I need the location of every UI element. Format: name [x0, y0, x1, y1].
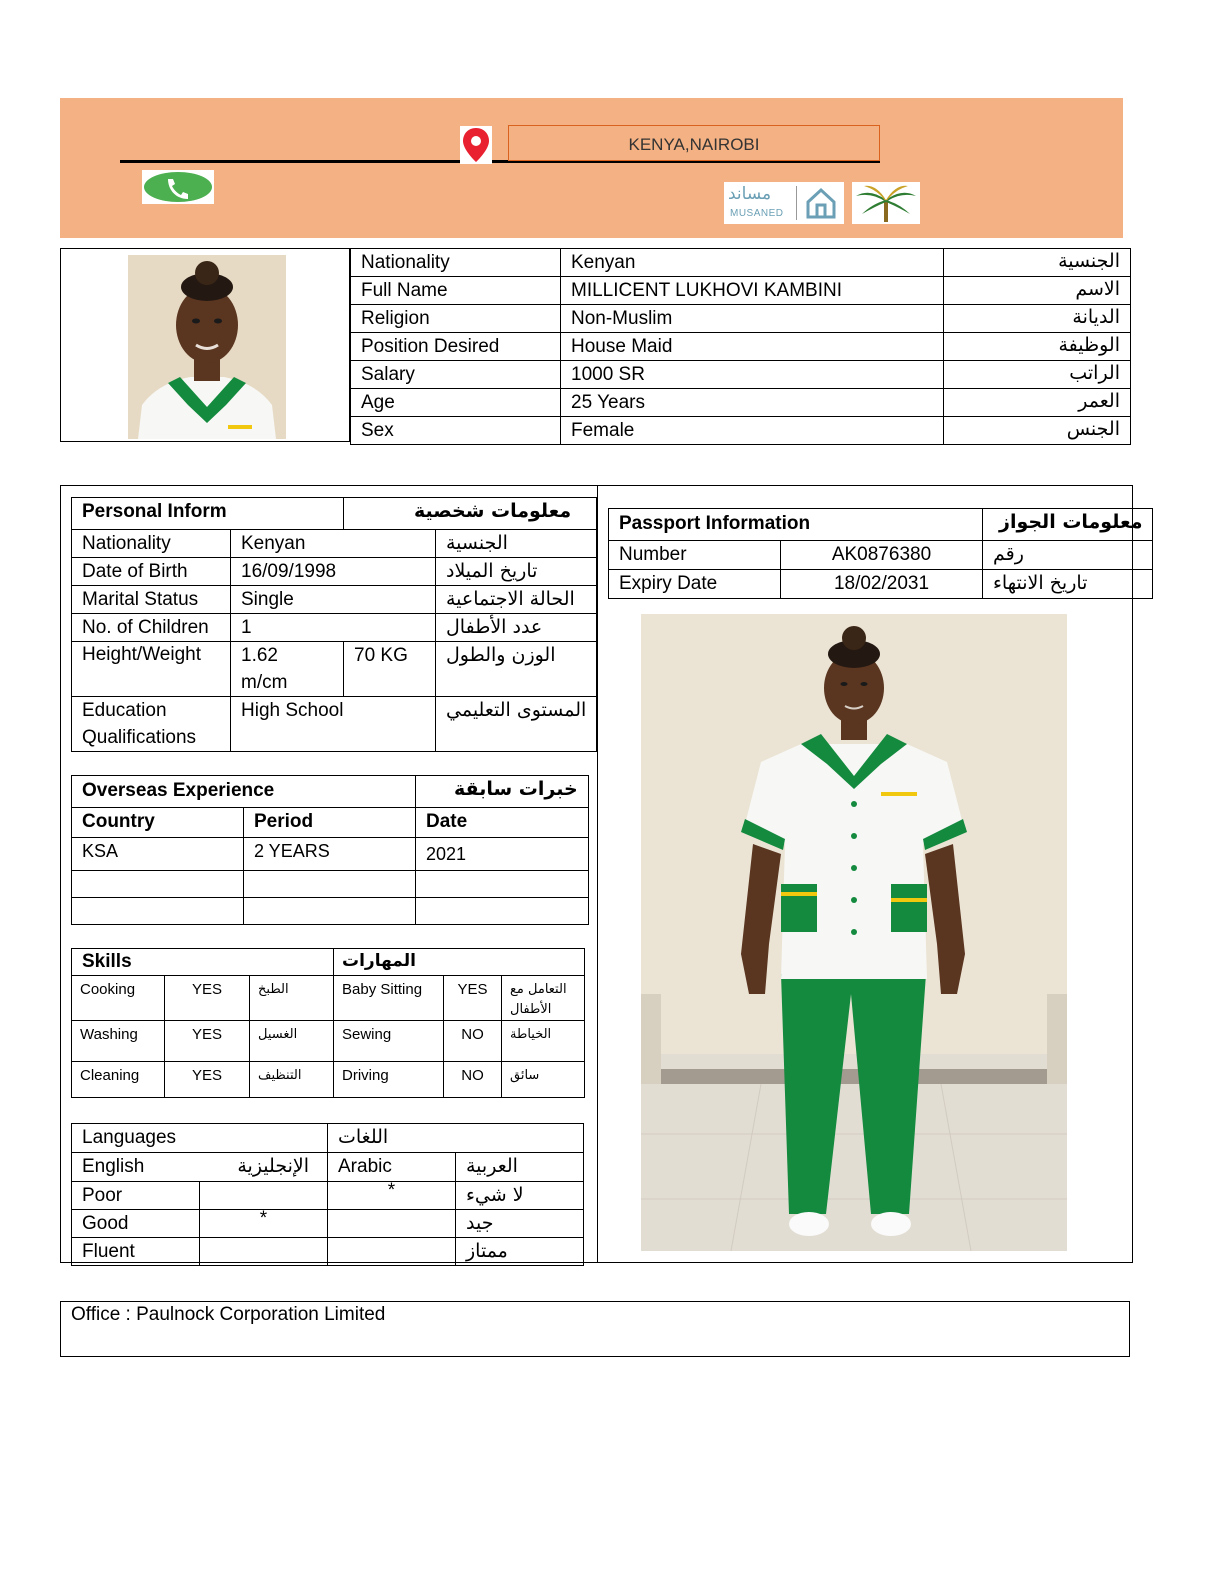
experience-cell [416, 871, 589, 898]
basic-info-table [350, 248, 1131, 445]
skill-s2: Driving [334, 1062, 444, 1098]
info-arabic: الوظيفة [944, 333, 1131, 361]
experience-title-ar: خبرات سابقة [416, 776, 589, 808]
ar-children: عدد الأطفال [436, 614, 597, 642]
info-arabic: الديانة [944, 305, 1131, 333]
ar-height-weight: الوزن والطول [436, 642, 597, 697]
personal-info-title: Personal Inform [72, 498, 344, 530]
label-education: Education Qualifications [72, 697, 231, 752]
phone-icon [142, 170, 214, 204]
value-education: High School [231, 697, 436, 752]
personal-info-title-ar: معلومات شخصية [344, 498, 597, 530]
full-body-photo [641, 614, 1067, 1251]
lang-level-label: Poor [72, 1182, 200, 1210]
lang-level-label: Good [72, 1210, 200, 1238]
personal-info-table [71, 497, 597, 752]
passport-title-ar: معلومات الجواز [983, 509, 1153, 541]
skill-a1: الغسيل [250, 1021, 334, 1062]
skill-row [72, 1021, 585, 1062]
experience-cell: KSA [72, 838, 244, 871]
label-expiry-date: Expiry Date [609, 570, 781, 599]
value-marital: Single [231, 586, 436, 614]
lang-level-english [200, 1238, 328, 1266]
experience-header-row [72, 808, 589, 838]
ar-dob: تاريخ الميلاد [436, 558, 597, 586]
info-label: Sex [351, 417, 561, 445]
experience-cell: 2 YEARS [244, 838, 416, 871]
info-label: Salary [351, 361, 561, 389]
info-label: Nationality [351, 249, 561, 277]
skill-a2: الخياطة [502, 1021, 585, 1062]
location-box: KENYA,NAIROBI [508, 125, 880, 161]
label-children: No. of Children [72, 614, 231, 642]
info-arabic: الراتب [944, 361, 1131, 389]
experience-cell [72, 871, 244, 898]
info-label: Religion [351, 305, 561, 333]
house-icon [804, 186, 838, 220]
skill-a2: التعامل مع الأطفال [502, 976, 585, 1021]
lang-level-arabic: * [328, 1182, 456, 1210]
info-arabic: الجنس [944, 417, 1131, 445]
language-level-row [72, 1238, 584, 1266]
info-value: 1000 SR [561, 361, 944, 389]
skills-table [71, 948, 585, 1098]
value-weight: 70 KG [344, 642, 436, 697]
languages-title-ar: اللغات [328, 1124, 584, 1153]
passport-table [608, 508, 1153, 599]
skill-v1: YES [165, 976, 250, 1021]
skill-row [72, 976, 585, 1021]
label-height-weight: Height/Weight [72, 642, 231, 697]
info-arabic: الجنسية [944, 249, 1131, 277]
palm-emblem-icon [852, 182, 920, 224]
skills-title: Skills [72, 949, 334, 976]
header-banner [60, 98, 1123, 238]
info-row [351, 417, 1131, 445]
info-value: Non-Muslim [561, 305, 944, 333]
skill-s2: Baby Sitting [334, 976, 444, 1021]
skill-v1: YES [165, 1021, 250, 1062]
value-nationality: Kenyan [231, 530, 436, 558]
experience-cell [416, 898, 589, 925]
info-arabic: الاسم [944, 277, 1131, 305]
lang-level-label: Fluent [72, 1238, 200, 1266]
skill-v2: NO [444, 1062, 502, 1098]
info-arabic: العمر [944, 389, 1131, 417]
portrait-photo [128, 255, 286, 439]
lang-level-ar: لا شيء [456, 1182, 584, 1210]
musaned-logo: مساند MUSANED [724, 182, 844, 224]
lang-arabic-ar: العربية [456, 1153, 584, 1182]
skill-a2: سائق [502, 1062, 585, 1098]
experience-cell [244, 871, 416, 898]
ar-passport-number: رقم [983, 541, 1153, 570]
experience-cell [244, 898, 416, 925]
office-footer: Office : Paulnock Corporation Limited [60, 1301, 1130, 1357]
label-dob: Date of Birth [72, 558, 231, 586]
languages-table [71, 1123, 584, 1266]
experience-cell: 2021 [416, 838, 589, 871]
skill-s1: Washing [72, 1021, 165, 1062]
lang-arabic: Arabic [328, 1153, 456, 1182]
ar-marital: الحالة الاجتماعية [436, 586, 597, 614]
info-label: Age [351, 389, 561, 417]
info-row [351, 333, 1131, 361]
experience-header: Period [244, 808, 416, 838]
languages-title: Languages [72, 1124, 328, 1153]
lang-level-english: * [200, 1210, 328, 1238]
info-row [351, 277, 1131, 305]
value-children: 1 [231, 614, 436, 642]
lang-level-ar: ممتاز [456, 1238, 584, 1266]
experience-row [72, 838, 589, 871]
passport-title: Passport Information [609, 509, 983, 541]
skill-s1: Cleaning [72, 1062, 165, 1098]
info-value: Kenyan [561, 249, 944, 277]
experience-title: Overseas Experience [72, 776, 416, 808]
value-passport-number: AK0876380 [781, 541, 983, 570]
location-pin-icon [460, 126, 492, 164]
skill-s2: Sewing [334, 1021, 444, 1062]
info-label: Position Desired [351, 333, 561, 361]
info-value: House Maid [561, 333, 944, 361]
info-row [351, 361, 1131, 389]
skill-a1: التنظيف [250, 1062, 334, 1098]
label-passport-number: Number [609, 541, 781, 570]
info-value: Female [561, 417, 944, 445]
ar-expiry-date: تاريخ الانتهاء [983, 570, 1153, 599]
ar-education: المستوى التعليمي [436, 697, 597, 752]
language-level-row [72, 1210, 584, 1238]
experience-row [72, 871, 589, 898]
skill-s1: Cooking [72, 976, 165, 1021]
lang-level-ar: جيد [456, 1210, 584, 1238]
experience-header: Country [72, 808, 244, 838]
info-row [351, 249, 1131, 277]
label-nationality: Nationality [72, 530, 231, 558]
label-marital: Marital Status [72, 586, 231, 614]
skills-title-ar: المهارات [334, 949, 585, 976]
lang-english: English الإنجليزية [72, 1153, 328, 1182]
info-row [351, 389, 1131, 417]
lang-level-english [200, 1182, 328, 1210]
info-label: Full Name [351, 277, 561, 305]
skill-v2: NO [444, 1021, 502, 1062]
lang-level-arabic [328, 1238, 456, 1266]
lang-level-arabic [328, 1210, 456, 1238]
experience-cell [72, 898, 244, 925]
experience-header: Date [416, 808, 589, 838]
value-dob: 16/09/1998 [231, 558, 436, 586]
info-value: MILLICENT LUKHOVI KAMBINI [561, 277, 944, 305]
experience-row [72, 898, 589, 925]
language-level-row [72, 1182, 584, 1210]
value-height: 1.62 m/cm [231, 642, 344, 697]
value-expiry-date: 18/02/2031 [781, 570, 983, 599]
skill-row [72, 1062, 585, 1098]
skill-a1: الطبخ [250, 976, 334, 1021]
info-row [351, 305, 1131, 333]
skill-v1: YES [165, 1062, 250, 1098]
experience-table [71, 775, 589, 925]
ar-nationality: الجنسية [436, 530, 597, 558]
info-value: 25 Years [561, 389, 944, 417]
skill-v2: YES [444, 976, 502, 1021]
